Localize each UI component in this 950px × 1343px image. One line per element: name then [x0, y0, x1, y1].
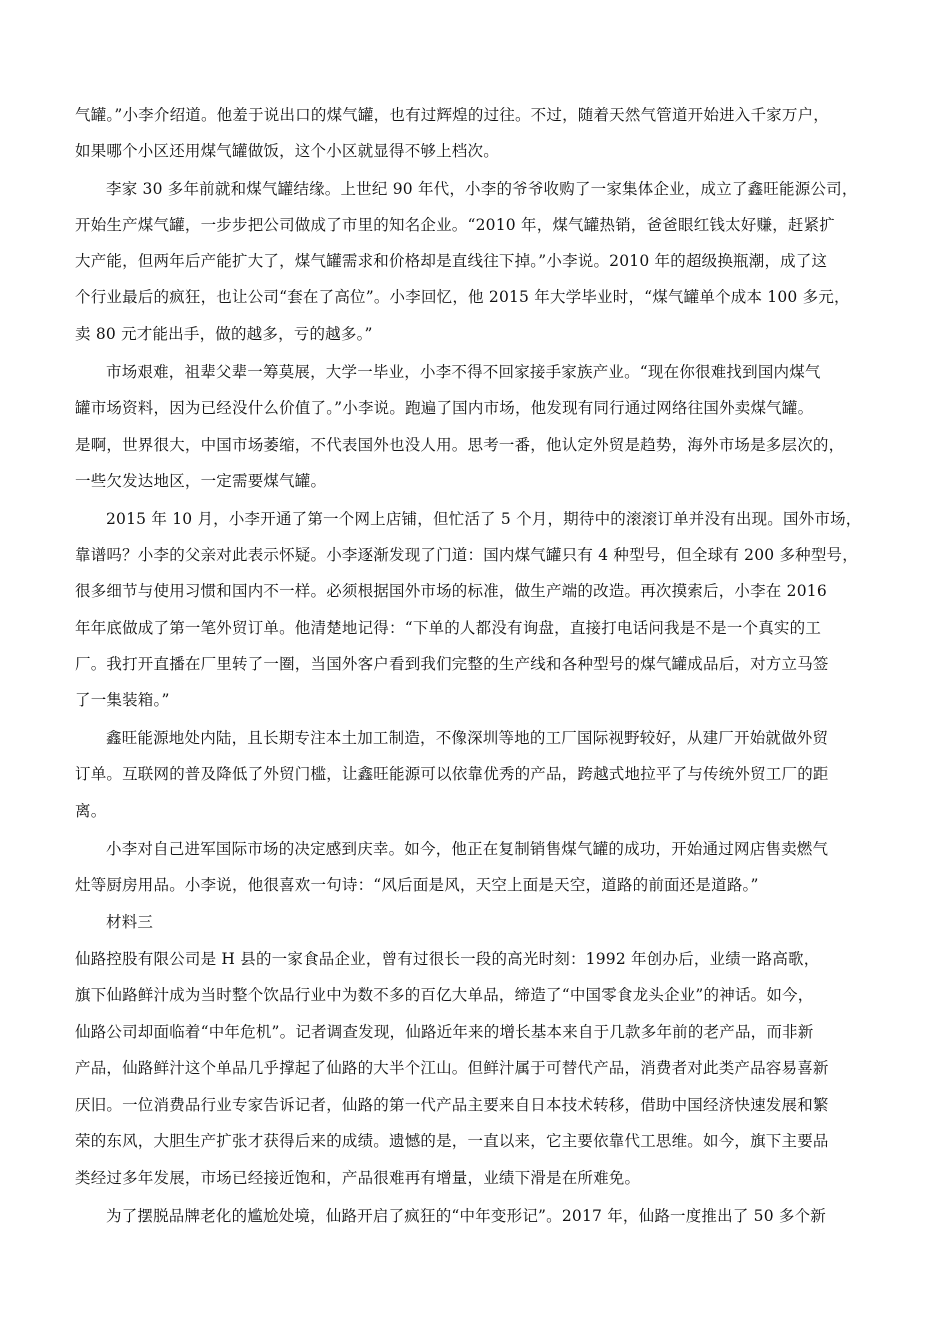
text-line: 仙路公司却面临着“中年危机”。记者调查发现，仙路近年来的增长基本来自于几款多年前的老产品，而非新 — [75, 1023, 814, 1041]
text-line: 大产能，但两年后产能扩大了，煤气罐需求和价格却是直线往下掉。”小李说。2010 年的超级换瓶潮，成了这 — [75, 252, 828, 270]
text-line: 类经过多年发展，市场已经接近饱和，产品很难再有增量，业绩下滑是在所难免。 — [75, 1169, 641, 1187]
text-line: 了一集装箱。” — [75, 691, 170, 709]
text-line: 个行业最后的疯狂，也让公司“套在了高位”。小李回忆，他 2015 年大学毕业时，“煤气罐单个成本 100 多元， — [75, 288, 850, 306]
text-line: 开始生产煤气罐，一步步把公司做成了市里的知名企业。“2010 年，煤气罐热销，爸爸眼红钱太好赚，赶紧扩 — [75, 216, 836, 234]
text-line: 年年底做成了第一笔外贸订单。他清楚地记得：“下单的人都没有询盘，直接打电话问我是不是一个真实的工 — [75, 619, 822, 637]
text-line: 灶等厨房用品。小李说，他很喜欢一句诗：“风后面是风，天空上面是天空，道路的前面还是道路。” — [75, 876, 759, 894]
text-line: 卖 80 元才能出手，做的越多，亏的越多。” — [75, 325, 373, 343]
text-line: 市场艰难，祖辈父辈一筹莫展，大学一毕业，小李不得不回家接手家族产业。“现在你很难找到国内煤气 — [106, 363, 821, 381]
text-line: 李家 30 多年前就和煤气罐结缘。上世纪 90 年代，小李的爷爷收购了一家集体企业，成立了鑫旺能源公司， — [106, 180, 858, 198]
text-line: 很多细节与使用习惯和国内不一样。必须根据国外市场的标准，做生产端的改造。再次摸索后，小李在 2016 — [75, 582, 827, 600]
section-heading: 材料三 — [106, 913, 154, 931]
text-line: 荣的东风，大胆生产扩张才获得后来的成绩。遗憾的是，一直以来，它主要依靠代工思维。如今，旗下主要品 — [75, 1132, 829, 1150]
text-line: 如果哪个小区还用煤气罐做饭，这个小区就显得不够上档次。 — [75, 142, 499, 160]
text-line: 一些欠发达地区，一定需要煤气罐。 — [75, 472, 327, 490]
text-line: 2015 年 10 月，小李开通了第一个网上店铺，但忙活了 5 个月，期待中的滚滚订单并没有出现。国外市场， — [106, 510, 862, 528]
text-line: 产品，仙路鲜汁这个单品几乎撑起了仙路的大半个江山。但鲜汁属于可替代产品，消费者对此类产品容易喜新 — [75, 1059, 829, 1077]
text-line: 旗下仙路鲜汁成为当时整个饮品行业中为数不多的百亿大单品，缔造了“中国零食龙头企业”的神话。如今， — [75, 986, 814, 1004]
text-line: 气罐。”小李介绍道。他羞于说出口的煤气罐，也有过辉煌的过往。不过，随着天然气管道开始进入千家万户， — [75, 106, 829, 124]
text-line: 靠谱吗？小李的父亲对此表示怀疑。小李逐渐发现了门道：国内煤气罐只有 4 种型号，但全球有 200 多种型号， — [75, 546, 858, 564]
text-line: 厂。我打开直播在厂里转了一圈，当国外客户看到我们完整的生产线和各种型号的煤气罐成品后，对方立马签 — [75, 655, 829, 673]
text-line: 小李对自己进军国际市场的决定感到庆幸。如今，他正在复制销售煤气罐的成功，开始通过网店售卖燃气 — [106, 840, 829, 858]
text-line: 厌旧。一位消费品行业专家告诉记者，仙路的第一代产品主要来自日本技术转移，借助中国经济快速发展和繁 — [75, 1096, 829, 1114]
text-line: 为了摆脱品牌老化的尴尬处境，仙路开启了疯狂的“中年变形记”。2017 年，仙路一度推出了 50 多个新 — [106, 1207, 827, 1225]
text-line: 是啊，世界很大，中国市场萎缩，不代表国外也没人用。思考一番，他认定外贸是趋势，海外市场是多层次的， — [75, 436, 845, 454]
text-line: 订单。互联网的普及降低了外贸门槛，让鑫旺能源可以依靠优秀的产品，跨越式地拉平了与传统外贸工厂的距 — [75, 765, 829, 783]
text-line: 仙路控股有限公司是 H 县的一家食品企业，曾有过很长一段的高光时刻：1992 年创办后，业绩一路高歌， — [75, 950, 820, 968]
text-line: 罐市场资料，因为已经没什么价值了。”小李说。跑遍了国内市场，他发现有同行通过网络往国外卖煤气罐。 — [75, 399, 814, 417]
text-line: 离。 — [75, 802, 107, 820]
text-line: 鑫旺能源地处内陆，且长期专注本土加工制造，不像深圳等地的工厂国际视野较好，从建厂开始就做外贸 — [106, 729, 829, 747]
